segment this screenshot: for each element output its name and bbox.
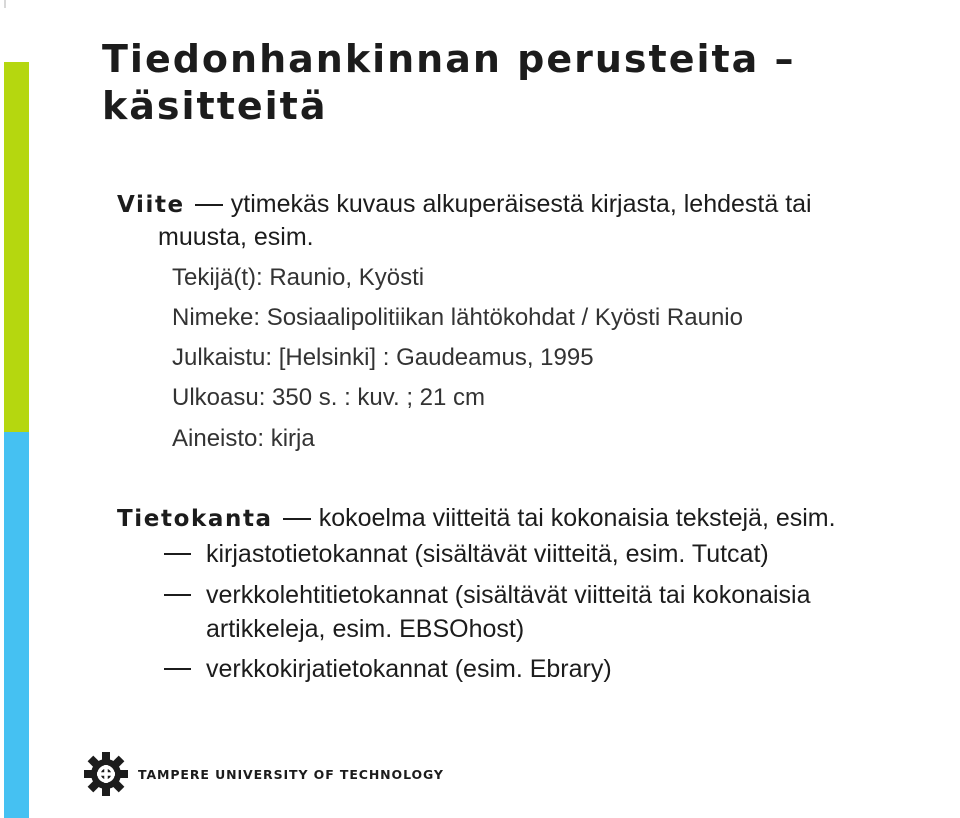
em-dash [195, 204, 223, 206]
tietokanta-definition [117, 503, 836, 534]
viite-text-line-1: ytimekäs kuvaus alkuperäisestä kirjasta, lehdestä tai [230, 190, 812, 218]
example-field-author: Tekijä(t): Raunio, Kyösti [172, 264, 425, 291]
viite-term: Viite [117, 192, 185, 218]
bullet-dash [164, 553, 191, 555]
accent-bar-green [4, 62, 29, 432]
tietokanta-term: Tietokanta [117, 506, 273, 532]
bullet-library-databases: kirjastotietokannat (sisältävät viitteitä, esim. Tutcat) [206, 540, 769, 568]
bullet-ebook-databases: verkkokirjatietokannat (esim. Ebrary) [206, 655, 612, 683]
bullet-dash [164, 594, 191, 596]
bullet-journal-databases-cont: artikkeleja, esim. EBSOhost) [206, 615, 525, 643]
slide-title [102, 36, 796, 130]
example-field-extent: Ulkoasu: 350 s. : kuv. ; 21 cm [172, 384, 486, 411]
viite-text-line-2: muusta, esim. [158, 223, 314, 251]
example-field-material: Aineisto: kirja [172, 425, 315, 452]
corner-mark [4, 0, 6, 8]
bullet-dash [164, 668, 191, 670]
example-field-title: Nimeke: Sosiaalipolitiikan lähtökohdat / Kyösti Raunio [172, 304, 743, 331]
accent-bar-blue [4, 432, 29, 818]
slide-title-line-2: käsitteitä [102, 84, 328, 128]
tietokanta-text: kokoelma viitteitä tai kokonaisia tekstejä, esim. [318, 504, 836, 532]
gear-logo-icon [82, 750, 130, 798]
em-dash [283, 518, 311, 520]
bullet-journal-databases: verkkolehtitietokannat (sisältävät viitteitä tai kokonaisia [206, 581, 811, 609]
university-name: TAMPERE UNIVERSITY OF TECHNOLOGY [138, 767, 444, 782]
viite-definition [117, 189, 812, 220]
example-field-published: Julkaistu: [Helsinki] : Gaudeamus, 1995 [172, 344, 594, 371]
slide-title-line-1: Tiedonhankinnan perusteita – [102, 37, 796, 81]
